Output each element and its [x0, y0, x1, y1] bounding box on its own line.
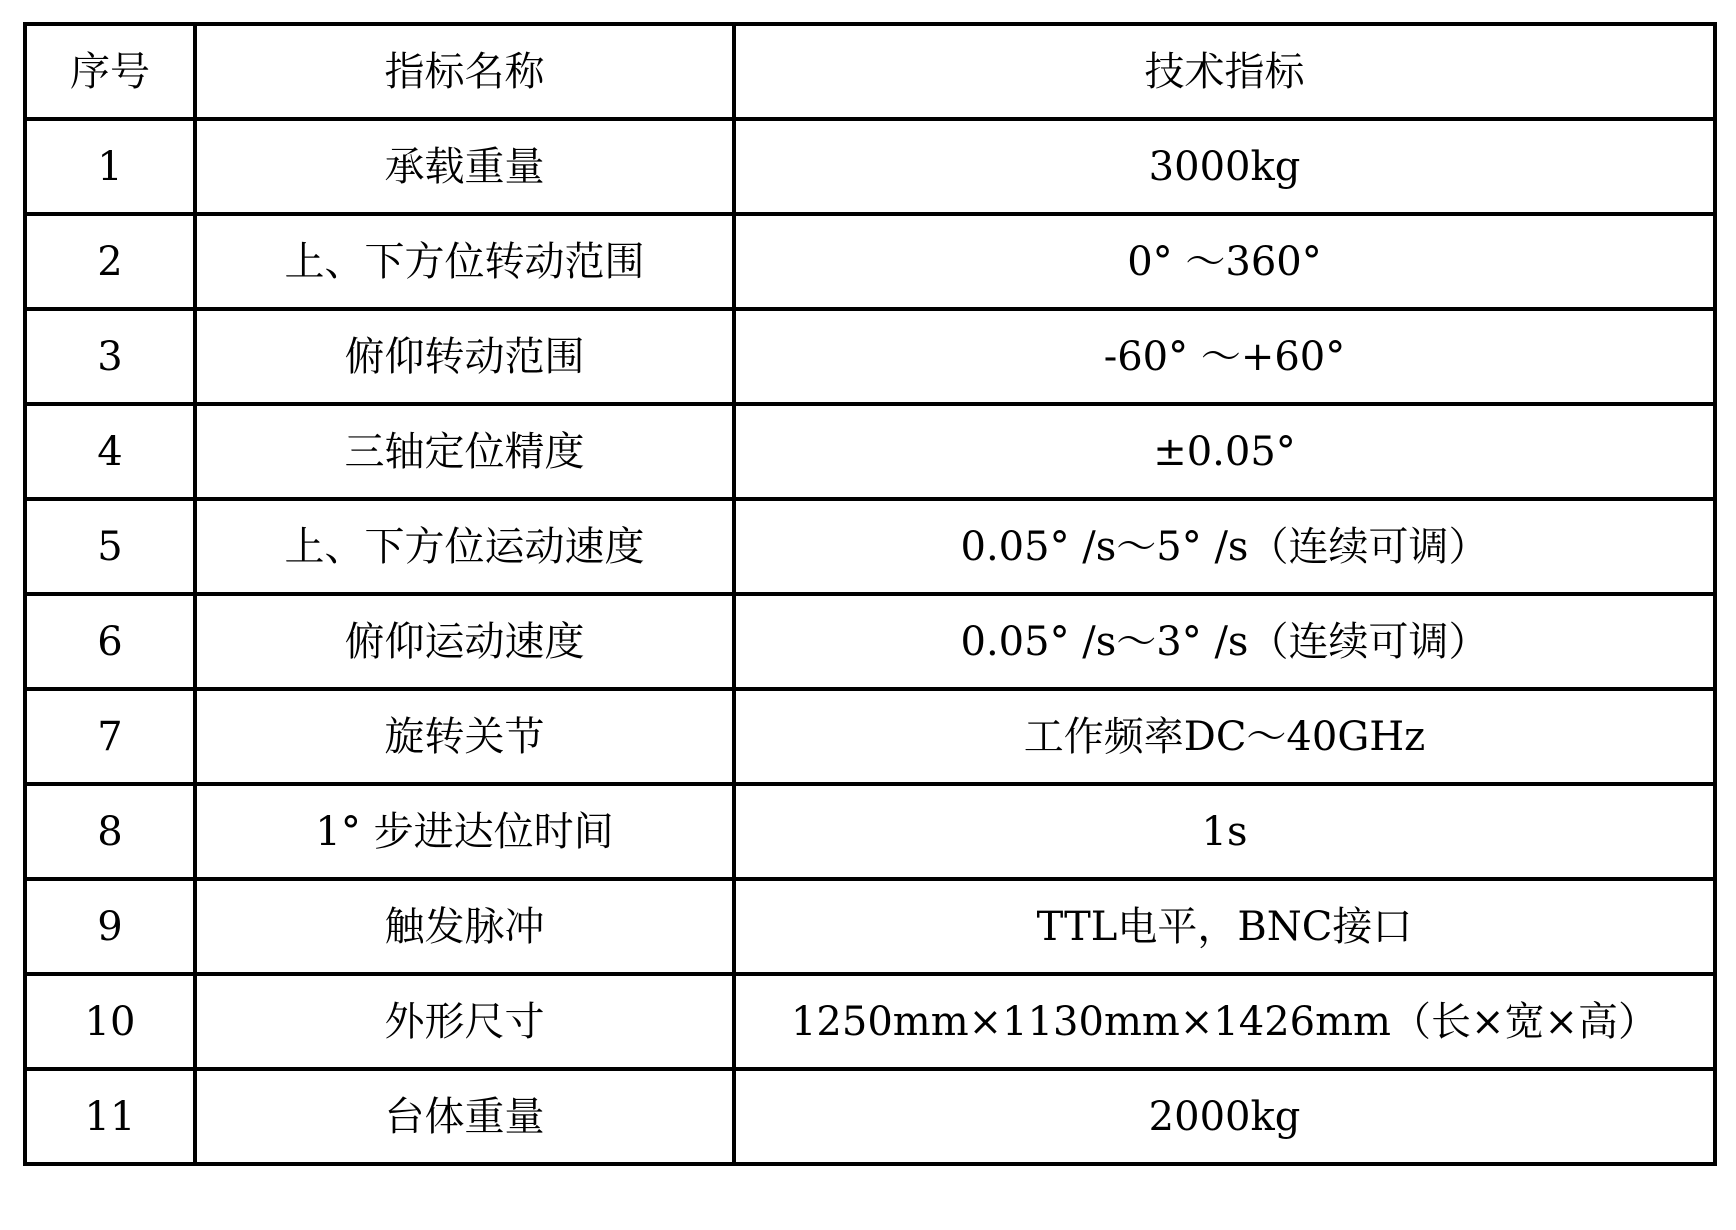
- cell-item-name: 俯仰运动速度: [195, 594, 734, 689]
- table-row: [25, 404, 1715, 499]
- spec-table: [23, 22, 1717, 1166]
- cell-spec: 2000kg: [734, 1069, 1715, 1164]
- header-index: 序号: [25, 24, 195, 119]
- cell-item-name: 外形尺寸: [195, 974, 734, 1069]
- cell-index: 7: [25, 689, 195, 784]
- cell-spec: 1s: [734, 784, 1715, 879]
- cell-index: 1: [25, 119, 195, 214]
- cell-index: 5: [25, 499, 195, 594]
- cell-spec: 0.05° /s～5° /s（连续可调）: [734, 499, 1715, 594]
- header-row: [25, 24, 1715, 119]
- table-row: [25, 1069, 1715, 1164]
- cell-item-name: 触发脉冲: [195, 879, 734, 974]
- header-spec: 技术指标: [734, 24, 1715, 119]
- cell-index: 9: [25, 879, 195, 974]
- cell-spec: ±0.05°: [734, 404, 1715, 499]
- cell-item-name: 上、下方位转动范围: [195, 214, 734, 309]
- table-body: [25, 119, 1715, 1164]
- cell-index: 4: [25, 404, 195, 499]
- table-row: [25, 594, 1715, 689]
- cell-index: 6: [25, 594, 195, 689]
- cell-spec: 0.05° /s～3° /s（连续可调）: [734, 594, 1715, 689]
- cell-item-name: 1° 步进达位时间: [195, 784, 734, 879]
- cell-item-name: 三轴定位精度: [195, 404, 734, 499]
- table-row: [25, 879, 1715, 974]
- cell-spec: 0° ～360°: [734, 214, 1715, 309]
- table-row: [25, 784, 1715, 879]
- cell-spec: TTL电平，BNC接口: [734, 879, 1715, 974]
- cell-item-name: 旋转关节: [195, 689, 734, 784]
- table-header: [25, 24, 1715, 119]
- cell-item-name: 承载重量: [195, 119, 734, 214]
- cell-index: 11: [25, 1069, 195, 1164]
- cell-item-name: 俯仰转动范围: [195, 309, 734, 404]
- header-item-name: 指标名称: [195, 24, 734, 119]
- table-row: [25, 689, 1715, 784]
- table-row: [25, 499, 1715, 594]
- cell-item-name: 台体重量: [195, 1069, 734, 1164]
- cell-spec: 3000kg: [734, 119, 1715, 214]
- cell-index: 10: [25, 974, 195, 1069]
- table-row: [25, 309, 1715, 404]
- cell-item-name: 上、下方位运动速度: [195, 499, 734, 594]
- table-row: [25, 214, 1715, 309]
- cell-index: 8: [25, 784, 195, 879]
- cell-spec: 工作频率DC～40GHz: [734, 689, 1715, 784]
- cell-spec: 1250mm×1130mm×1426mm（长×宽×高）: [734, 974, 1715, 1069]
- table-row: [25, 974, 1715, 1069]
- cell-index: 3: [25, 309, 195, 404]
- cell-spec: -60° ～+60°: [734, 309, 1715, 404]
- table-row: [25, 119, 1715, 214]
- cell-index: 2: [25, 214, 195, 309]
